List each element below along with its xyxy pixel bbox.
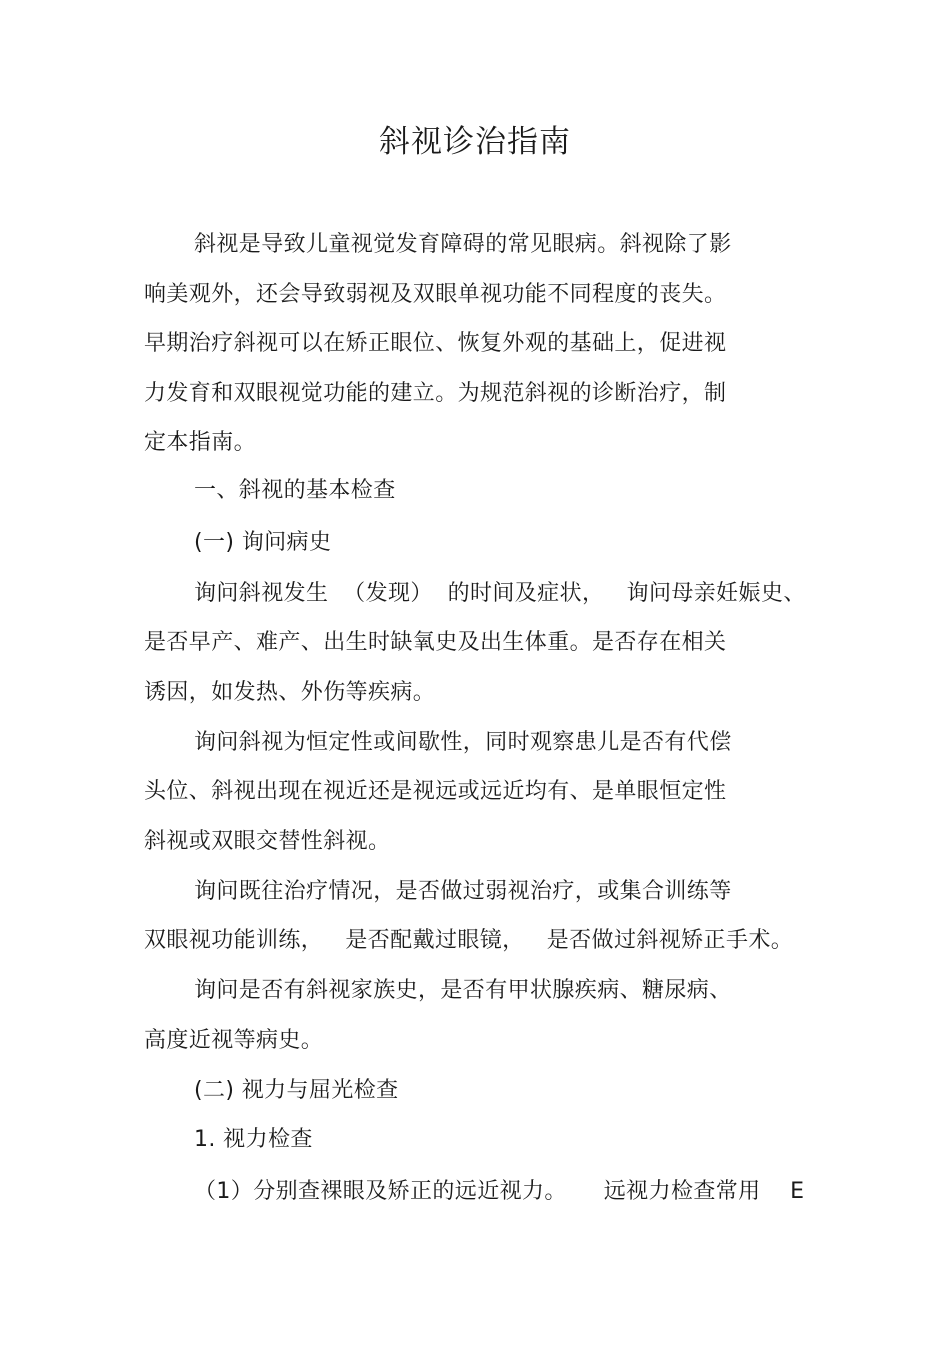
paragraph-line: 斜视是导致儿童视觉发育障碍的常见眼病。斜视除了影 [194,232,732,257]
paragraph-line: 早期治疗斜视可以在矫正眼位、恢复外观的基础上，促进视 [144,331,727,356]
subsection-heading: 1. 视力检查 [194,1127,313,1152]
paragraph-line: 高度近视等病史。 [144,1028,324,1053]
paragraph-line: 询问是否有斜视家族史，是否有甲状腺疾病、糖尿病、 [194,978,732,1003]
paragraph-line: 定本指南。 [144,430,257,455]
section-heading: 一、斜视的基本检查 [194,478,396,503]
paragraph-line: 询问斜视发生 （发现） 的时间及症状， 询问母亲妊娠史、 [194,581,806,606]
paragraph-line: 斜视或双眼交替性斜视。 [144,829,391,854]
subsection-heading: (二) 视力与屈光检查 [194,1078,399,1103]
subsection-heading: (一) 询问病史 [194,530,332,555]
paragraph-line: 力发育和双眼视觉功能的建立。为规范斜视的诊断治疗，制 [144,381,727,406]
paragraph-line: 诱因，如发热、外伤等疾病。 [144,680,436,705]
paragraph-line: 询问斜视为恒定性或间歇性，同时观察患儿是否有代偿 [194,730,732,755]
paragraph-line: 头位、斜视出现在视近还是视远或远近均有、是单眼恒定性 [144,779,727,804]
paragraph-line: 响美观外，还会导致弱视及双眼单视功能不同程度的丧失。 [144,282,727,307]
document-title: 斜视诊治指南 [379,124,571,160]
paragraph-line: 双眼视功能训练， 是否配戴过眼镜， 是否做过斜视矫正手术。 [144,928,794,953]
paragraph-line: 询问既往治疗情况，是否做过弱视治疗，或集合训练等 [194,879,732,904]
paragraph-line: 是否早产、难产、出生时缺氧史及出生体重。是否存在相关 [144,630,727,655]
paragraph-line: （1）分别查裸眼及矫正的远近视力。 远视力检查常用 E [194,1179,805,1204]
